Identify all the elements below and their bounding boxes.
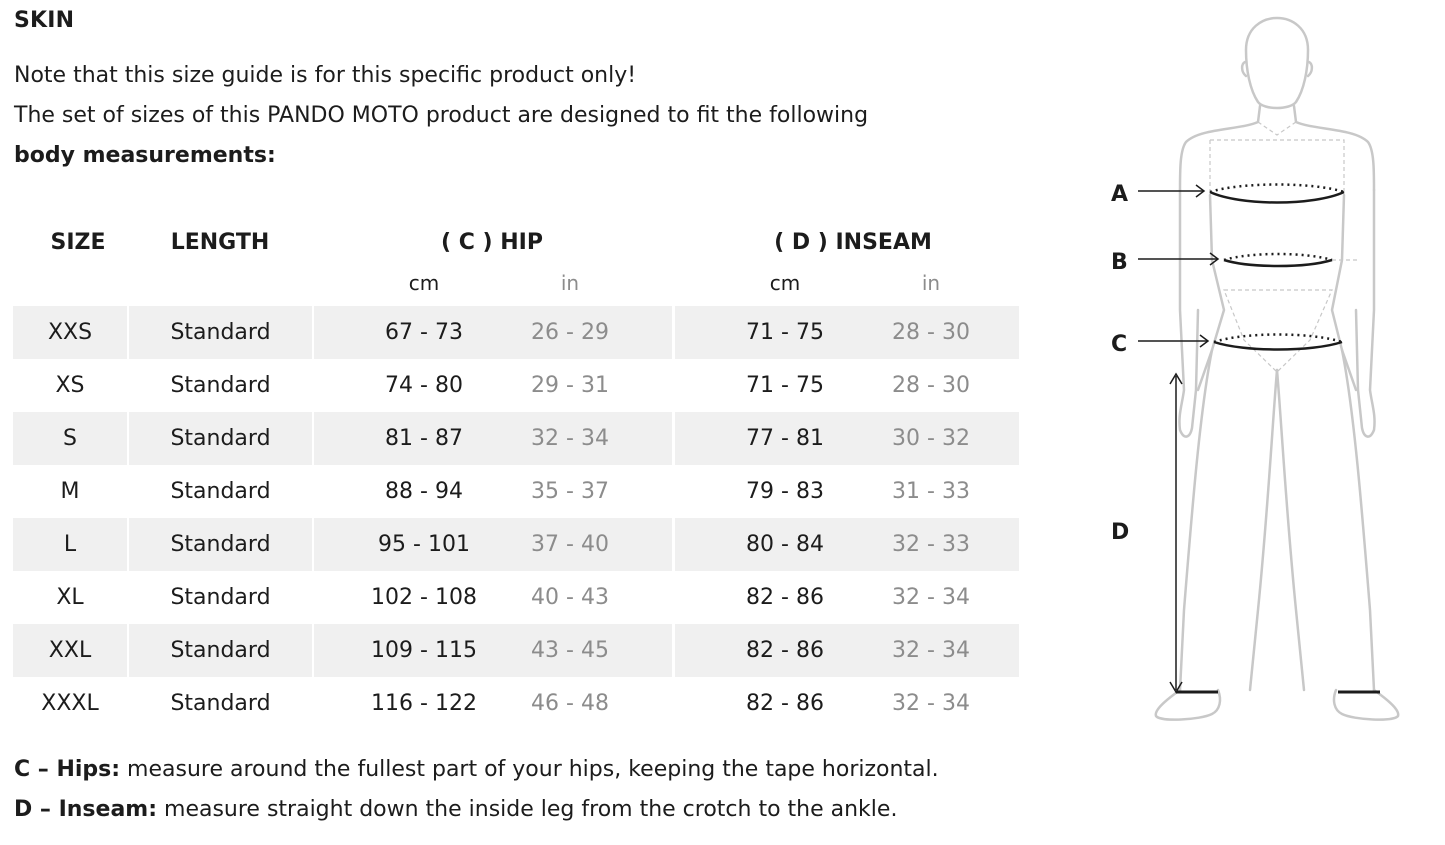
size-cell: S xyxy=(63,426,77,451)
label-d: D xyxy=(1111,520,1130,545)
hip-cm-cell: 102 - 108 xyxy=(371,585,477,610)
hip-cm-cell: 95 - 101 xyxy=(378,532,470,557)
size-cell: L xyxy=(63,532,77,557)
label-b: B xyxy=(1111,250,1128,275)
hip-in-cell: 35 - 37 xyxy=(531,479,609,504)
inseam-cm-cell: 82 - 86 xyxy=(746,691,824,716)
inseam-note-label: D – Inseam: xyxy=(14,797,158,822)
table-row xyxy=(13,624,1019,677)
hip-in-cell: 26 - 29 xyxy=(531,320,609,345)
inseam-cm-cell: 80 - 84 xyxy=(746,532,824,557)
inseam-in-cell: 28 - 30 xyxy=(892,373,970,398)
hip-cm-cell: 109 - 115 xyxy=(371,638,477,663)
inseam-cm-cell: 79 - 83 xyxy=(746,479,824,504)
label-c: C xyxy=(1111,332,1128,357)
intro-line-2: The set of sizes of this PANDO MOTO product are designed to fit the following xyxy=(14,103,869,128)
size-cell: XL xyxy=(56,585,84,610)
size-cell: XS xyxy=(55,373,85,398)
inseam-in-cell: 32 - 34 xyxy=(892,691,970,716)
hip-in-cell: 46 - 48 xyxy=(531,691,609,716)
inseam-in-unit: in xyxy=(921,271,941,295)
product-title: SKIN xyxy=(14,8,75,33)
hip-in-cell: 40 - 43 xyxy=(531,585,609,610)
length-cell: Standard xyxy=(170,320,271,345)
hip-cm-cell: 116 - 122 xyxy=(371,691,477,716)
table-row xyxy=(13,306,1019,359)
hips-note-text: measure around the fullest part of your hips, keeping the tape horizontal. xyxy=(120,757,939,782)
header-size: SIZE xyxy=(50,230,106,255)
size-cell: M xyxy=(60,479,80,504)
inseam-cm-cell: 71 - 75 xyxy=(746,373,824,398)
hips-note-label: C – Hips: xyxy=(14,757,121,782)
inseam-cm-cell: 77 - 81 xyxy=(746,426,824,451)
body-measurement-figure xyxy=(1100,10,1420,730)
length-cell: Standard xyxy=(170,691,271,716)
size-cell: XXL xyxy=(48,638,92,663)
inseam-note xyxy=(14,790,939,830)
length-cell: Standard xyxy=(170,373,271,398)
intro-line-3: body measurements: xyxy=(14,143,276,168)
length-cell: Standard xyxy=(170,426,271,451)
size-cell: XXXL xyxy=(41,691,99,716)
table-row xyxy=(13,518,1019,571)
hip-in-cell: 32 - 34 xyxy=(531,426,609,451)
hip-in-cell: 37 - 40 xyxy=(531,532,609,557)
hip-cm-unit: cm xyxy=(408,271,440,295)
hip-in-unit: in xyxy=(560,271,580,295)
inseam-cm-unit: cm xyxy=(769,271,801,295)
inseam-in-cell: 30 - 32 xyxy=(892,426,970,451)
label-a: A xyxy=(1111,182,1129,207)
hip-cm-cell: 88 - 94 xyxy=(385,479,463,504)
header-inseam: ( D ) INSEAM xyxy=(774,230,932,255)
table-row xyxy=(13,412,1019,465)
size-table xyxy=(13,306,1019,730)
inseam-in-cell: 31 - 33 xyxy=(892,479,970,504)
measurement-notes xyxy=(14,750,939,830)
body-outline-illustration xyxy=(1100,10,1420,730)
inseam-note-text: measure straight down the inside leg from the crotch to the ankle. xyxy=(157,797,898,822)
table-row xyxy=(13,677,1019,730)
size-cell: XXS xyxy=(47,320,93,345)
length-cell: Standard xyxy=(170,638,271,663)
length-cell: Standard xyxy=(170,479,271,504)
header-hip: ( C ) HIP xyxy=(441,230,543,255)
inseam-cm-cell: 82 - 86 xyxy=(746,585,824,610)
hips-note xyxy=(14,750,939,790)
table-row xyxy=(13,571,1019,624)
hip-in-cell: 43 - 45 xyxy=(531,638,609,663)
hip-in-cell: 29 - 31 xyxy=(531,373,609,398)
inseam-cm-cell: 82 - 86 xyxy=(746,638,824,663)
length-cell: Standard xyxy=(170,532,271,557)
header-length: LENGTH xyxy=(170,230,270,255)
inseam-in-cell: 28 - 30 xyxy=(892,320,970,345)
inseam-in-cell: 32 - 34 xyxy=(892,585,970,610)
hip-cm-cell: 67 - 73 xyxy=(385,320,463,345)
hip-cm-cell: 74 - 80 xyxy=(385,373,463,398)
inseam-in-cell: 32 - 34 xyxy=(892,638,970,663)
table-row xyxy=(13,359,1019,412)
hip-cm-cell: 81 - 87 xyxy=(385,426,463,451)
inseam-in-cell: 32 - 33 xyxy=(892,532,970,557)
length-cell: Standard xyxy=(170,585,271,610)
intro-text xyxy=(14,56,974,176)
intro-line-1: Note that this size guide is for this specific product only! xyxy=(14,63,637,88)
inseam-cm-cell: 71 - 75 xyxy=(746,320,824,345)
table-row xyxy=(13,465,1019,518)
